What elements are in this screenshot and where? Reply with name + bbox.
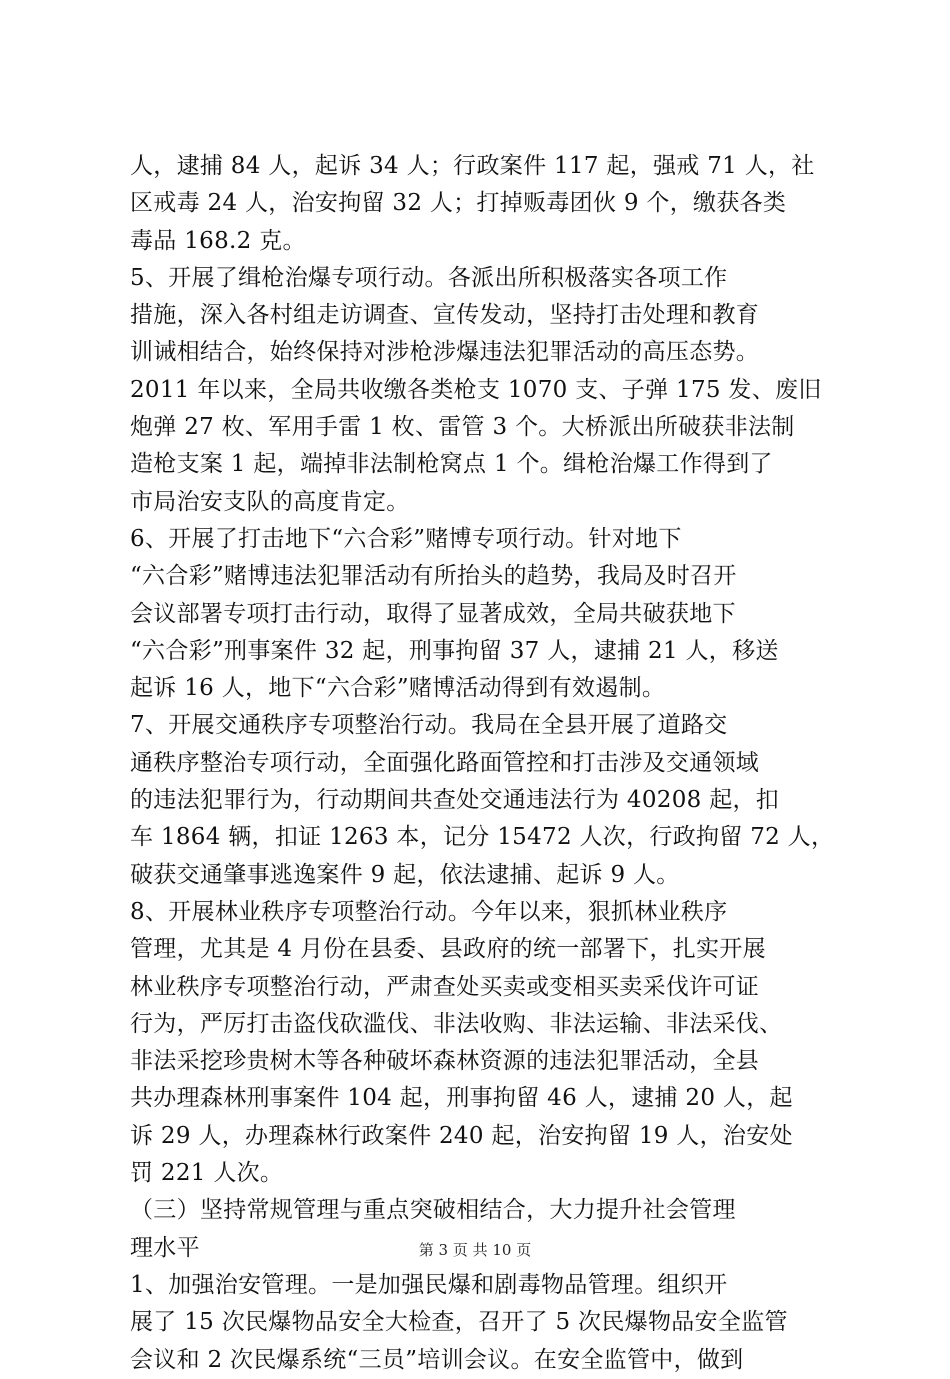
text-line: 罚 221 人次。 [130,1160,284,1187]
text-line: 的违法犯罪行为，行动期间共查处交通违法行为 40208 起，扣 [130,787,780,814]
text-line: 会议和 2 次民爆系统“三员”培训会议。在安全监管中，做到 [130,1346,744,1373]
text-line: 行为，严厉打击盗伐砍滥伐、非法收购、非法运输、非法采伐、 [130,1010,783,1037]
text-line: 林业秩序专项整治行动，严肃查处买卖或变相买卖采伐许可证 [130,973,760,1000]
text-line: 市局治安支队的高度肯定。 [130,488,410,515]
text-line: 理水平 [130,1234,200,1261]
text-line: 措施，深入各村组走访调查、宣传发动，坚持打击处理和教育 [130,302,760,329]
text-line: “六合彩”刑事案件 32 起，刑事拘留 37 人，逮捕 21 人，移送 [130,637,779,664]
text-line: 非法采挖珍贵树木等各种破坏森林资源的违法犯罪活动，全县 [130,1048,760,1075]
text-line: （三）坚持常规管理与重点突破相结合，大力提升社会管理 [130,1197,736,1224]
text-line: 人，逮捕 84 人，起诉 34 人；行政案件 117 起，强戒 71 人，社 [130,153,815,179]
text-line: 毒品 168.2 克。 [130,227,306,254]
text-line: 炮弹 27 枚、军用手雷 1 枚、雷管 3 个。大桥派出所破获非法制 [130,414,795,441]
page-footer [0,1239,950,1260]
text-line: 共办理森林刑事案件 104 起，刑事拘留 46 人，逮捕 20 人，起 [130,1085,793,1112]
text-line: 展了 15 次民爆物品安全大检查，召开了 5 次民爆物品安全监管 [130,1309,788,1336]
text-line: 车 1864 辆，扣证 1263 本，记分 15472 人次，行政拘留 72 人， [130,824,835,851]
text-line: 破获交通肇事逃逸案件 9 起，依法逮捕、起诉 9 人。 [130,861,680,888]
text-line: 通秩序整治专项行动，全面强化路面管控和打击涉及交通领域 [130,749,760,776]
text-line: “六合彩”赌博违法犯罪活动有所抬头的趋势，我局及时召开 [130,563,737,590]
text-line: 会议部署专项打击行动，取得了显著成效，全局共破获地下 [130,600,736,627]
text-line: 1、加强治安管理。一是加强民爆和剧毒物品管理。组织开 [130,1271,728,1298]
document-body [130,148,835,1379]
text-line: 训诫相结合，始终保持对涉枪涉爆违法犯罪活动的高压态势。 [130,339,760,366]
text-line: 6、开展了打击地下“六合彩”赌博专项行动。针对地下 [130,525,682,552]
page-number-label: 第 3 页 共 10 页 [418,1241,532,1259]
text-line: 起诉 16 人，地下“六合彩”赌博活动得到有效遏制。 [130,675,666,702]
text-line: 7、开展交通秩序专项整治行动。我局在全县开展了道路交 [130,712,728,739]
text-line: 区戒毒 24 人，治安拘留 32 人；打掉贩毒团伙 9 个，缴获各类 [130,190,787,217]
text-line: 管理，尤其是 4 月份在县委、县政府的统一部署下，扎实开展 [130,936,766,963]
text-line: 5、开展了缉枪治爆专项行动。各派出所积极落实各项工作 [130,264,728,291]
text-line: 诉 29 人，办理森林行政案件 240 起，治安拘留 19 人，治安处 [130,1122,793,1149]
text-line: 造枪支案 1 起，端掉非法制枪窝点 1 个。缉枪治爆工作得到了 [130,451,773,478]
text-line: 8、开展林业秩序专项整治行动。今年以来，狠抓林业秩序 [130,898,728,925]
text-line: 2011 年以来，全局共收缴各类枪支 1070 支、子弹 175 发、废旧 [130,376,822,403]
